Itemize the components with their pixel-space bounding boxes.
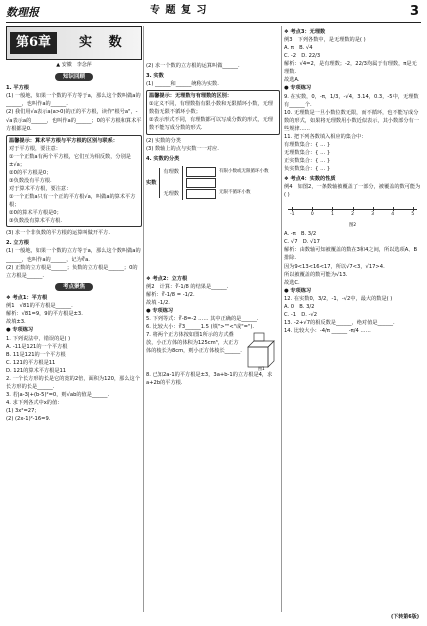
tree-branch: 有理数 (163, 168, 179, 175)
newspaper-logo: 数理报 (6, 6, 39, 19)
figure-caption: 图1 (258, 366, 265, 372)
text-line: 对于算术平方根，要注意： (9, 186, 72, 193)
text-line: (2) 我们用√a表示a(a>0)的正的平方根，读作"根号a"，-√a表示a的______，也叫作a的______；0的平方根和算术平方根都是0. (6, 109, 142, 132)
text-line: (2) (2x-1)²-16=9. (6, 416, 51, 423)
section-banner: 考点聚焦 (6, 283, 142, 292)
text-line: ①一个正数a只有一个正的平方根√a，叫做a的算术平方根； (9, 194, 136, 209)
header-divider (6, 22, 421, 23)
text-line: ①定义不同，有理数指有限小数和无限循环小数，无理数指无限不循环小数； (149, 101, 273, 116)
text-line: 8. 已知2a-1的平方根是±3，3a+b-1的立方根是4，求a+2b的平方根. (146, 372, 273, 387)
chapter-banner (6, 26, 142, 60)
text-line: ● 专项练习 (146, 307, 174, 314)
number-line-label: 1 (330, 212, 334, 218)
text-line: ❖ 考点1：平方根 (6, 295, 48, 302)
tree-leaf: 有限小数或无限循环小数 (218, 168, 269, 174)
chapter-name: 实 数 (79, 34, 128, 50)
text-line: 故填 -1/2. (146, 299, 170, 306)
number-line-label: 5 (411, 212, 415, 218)
text-line: C. -2 D. 22/3 (284, 53, 321, 60)
text-line: 对于平方根，要注意： (9, 145, 61, 152)
middle-column (146, 26, 280, 387)
text-line: (1) 3x²=27； (6, 408, 40, 415)
blank-box (186, 178, 216, 188)
text-line: B. 11是121的一个平方根 (6, 351, 66, 358)
problem-with-figure (146, 331, 280, 371)
text-line: 例3 下列各数中，是无理数的是( ) (284, 37, 366, 44)
text-line: (2) 正数的立方根是______；负数的立方根是______；0的立方根是______. (6, 264, 138, 279)
text-line: 4. 求下列各式中x的值： (6, 400, 63, 407)
number-line-tick (373, 207, 374, 211)
chapter-number: 第6章 (10, 32, 57, 54)
text-line: 负实数集合：{ … } (284, 166, 331, 173)
text-line: ③负数没有算术平方根. (9, 218, 62, 225)
text-line: ● 专项练习 (284, 85, 312, 92)
tree-root: 实数 (146, 179, 157, 186)
text-line: 无理数集合：{ … } (284, 149, 331, 156)
text-line: 7. 将两个正方体按如图1所示的方式叠放，小正方体的体积为125cm³，大正方体的棱长为8cm，则小正方体棱长______. (146, 332, 242, 355)
text-line: A. π B. √4 (284, 45, 313, 52)
focus-block (6, 294, 142, 423)
number-line-label: 2 (351, 212, 354, 218)
text-line: 解析：√4=2，是有理数；-2，22/3均属于有理数，π是无理数. (284, 61, 417, 76)
text-line: 12. 在实数0，3/2，-1，-√2中，最大的数是( ) (284, 295, 393, 302)
text-line: 例2 计算：∛-1/8 的结果是______. (146, 283, 229, 290)
text-line: A. -11是121的一个平方根 (6, 343, 68, 350)
tree-leaf: 无限不循环小数 (218, 189, 251, 195)
text-line: ②0的算术平方根是0； (9, 210, 62, 217)
text-line: 6. 比较大小：∛3______1.5 (填">""<"或"="). (146, 324, 255, 331)
text-line: 14. 比较大小：-4/π ______ -π/4 …… (284, 328, 371, 335)
number-line-tick (292, 207, 293, 211)
text-line: A. 0 B. 3/2 (284, 303, 315, 310)
text-line: ②表示形式不同，有理数都可以写成分数的形式，无理数不能写成分数的形式. (149, 117, 273, 132)
kao2-block (146, 275, 280, 388)
text-line: ● 专项练习 (284, 287, 312, 294)
text-line: (1) 一般地，如果一个数的平方等于a，那么这个数叫做a的______，也叫作a的______. (6, 93, 141, 108)
text-line: 1. 平方根 (6, 85, 29, 92)
author-line: ▲ 安徽 李念萍 (56, 62, 92, 68)
text-line: 1. 下列说法中，错误的是( ) (6, 335, 71, 342)
review-block (6, 84, 142, 279)
text-line: C. 121的平方根是11 (6, 359, 56, 366)
text-line: 4. 实数的分类 (146, 155, 180, 162)
tree-notes (219, 169, 269, 197)
page-number: 3 (409, 4, 419, 19)
number-line-tick (332, 207, 333, 211)
column-divider (281, 26, 282, 612)
number-line-label: 0 (310, 212, 314, 218)
text-line: ②0的平方根是0； (9, 169, 52, 176)
text-line: (2) 求一个数的立方根的运算叫做______. (146, 63, 240, 69)
tree-leaves (182, 166, 216, 200)
text-line: (3) 求一个非负数的平方根的运算叫做开平方. (6, 230, 111, 237)
section-banner: 知识回顾 (6, 73, 142, 82)
number-line-tick (353, 207, 354, 211)
header-title: 专 题 复 习 (150, 5, 208, 16)
text-line: 正实数集合：{ … } (284, 158, 331, 164)
text-line: 因为9<13<16<17，所以√7<3，√17>4. (284, 263, 385, 270)
text-line: 2. 立方根 (6, 240, 29, 247)
text-line: ● 专项练习 (6, 327, 34, 334)
text-line: 10. 无理数是一旦小数位数无限，而不循环，也不能写成分数的形式，如果将无理数用小数近似表示，其小数部分有一些规律…… (284, 109, 419, 132)
text-line: 所以被覆盖的数可能为√13. (284, 271, 348, 278)
text-line: ①一个正数a有两个平方根，它们互为相反数，分别是±√a； (9, 153, 131, 168)
number-line-label: -1 (289, 212, 295, 218)
text-line: 3. 实数 (146, 73, 164, 80)
number-line-label: 3 (371, 212, 375, 218)
column-divider (143, 26, 144, 612)
text-line: 温馨提示：算术平方根与平方根的区别与联系： (9, 137, 118, 144)
text-line: ❖ 考点3：无理数 (284, 29, 326, 35)
text-line: ❖ 考点2：立方根 (146, 275, 188, 282)
text-line: 解析：√81=9，9的平方根是±3. (6, 311, 83, 318)
figure-caption: 图2 (348, 223, 357, 229)
text-line: 13. -2+√7的相反数是______，绝对值是______. (284, 319, 395, 326)
text-line: ❖ 考点4：实数的性质 (284, 176, 336, 183)
text-line: 9. 在实数，0，-π，1/3，-√4，3.14，0.3，-5中，无理数有______个. (284, 93, 419, 108)
tree-branches (159, 168, 179, 198)
text-line: 有理数集合：{ … } (284, 141, 331, 148)
text-line: 故选A. (284, 77, 300, 84)
text-line: A. -π B. 3/2 (284, 231, 317, 238)
text-line: (2) 实数的分类 (146, 137, 181, 144)
text-line: 2. 一个长方形的长是它的宽的2倍，面积为120，那么这个长方形的长是______. (6, 375, 140, 390)
continued-note: (下转第6版) (390, 614, 419, 621)
right-column (284, 26, 421, 335)
text-line: 解析：∛-1/8 = -1/2. (146, 291, 195, 298)
text-line: C. -1 D. -√2 (284, 311, 318, 318)
number-line-tick (393, 207, 394, 211)
number-line (284, 201, 421, 221)
tip-box (6, 135, 142, 228)
number-line-tick (413, 207, 414, 211)
text-line: 解析：由数轴可知被覆盖的数在3和4之间，所以选项A、B排除. (284, 247, 418, 262)
text-line: (3) 数轴上的点与实数一一对应. (146, 145, 219, 152)
number-line-label: 4 (391, 212, 395, 218)
text-line: ③负数没有平方根. (9, 177, 52, 184)
text-line: 故填±3. (6, 319, 26, 326)
blank-box (186, 189, 216, 199)
blank-box (186, 167, 216, 177)
cube-figure (246, 331, 280, 371)
text-line: 3. 若|a-3|+(b-5)²=0，则√ab的值是______. (6, 391, 110, 398)
text-line: 故选C. (284, 279, 300, 286)
tree-branch: 无理数 (163, 190, 179, 197)
text-line: 11. 把下列各数填入相应的集合中： (284, 133, 367, 140)
text-line: C. √7 D. √17 (284, 239, 320, 246)
text-line: 5. 下列等式：∛-8=-2 …… 其中正确的是______. (146, 316, 259, 322)
text-line: 例4 如图2，一条数轴被覆盖了一部分，被覆盖的数可能为( ) (284, 184, 421, 199)
text-line: D. 121的算术平方根是11 (6, 367, 67, 374)
tip-box (146, 90, 280, 134)
classification-tree (146, 166, 280, 200)
number-line-tick (312, 207, 313, 211)
text-line: 例1 √81的平方根是______. (6, 303, 73, 310)
text-line: 温馨提示：无理数与有理数的区别： (149, 93, 233, 100)
text-line: (1) ______和______统称为实数. (146, 81, 219, 88)
text-line: (1) 一般地，如果一个数的立方等于a，那么这个数叫做a的______，也叫作a的______，记为∛a. (6, 248, 141, 263)
left-column (6, 26, 142, 423)
